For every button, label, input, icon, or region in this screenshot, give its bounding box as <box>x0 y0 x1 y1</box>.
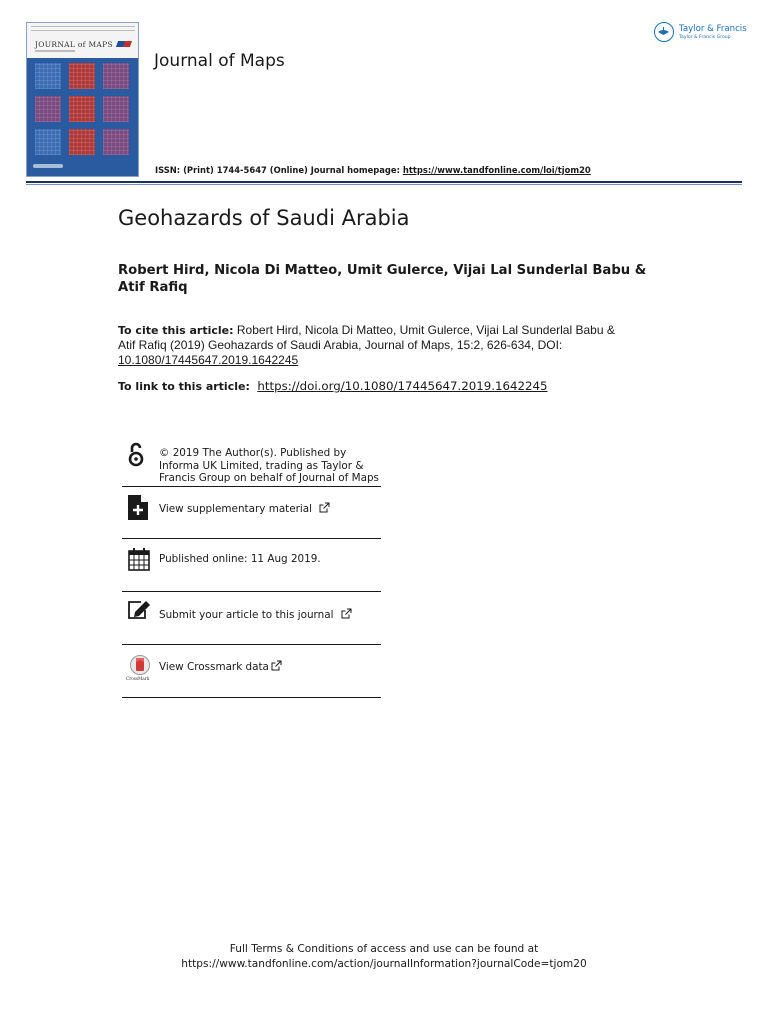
cover-subtitle-line <box>35 50 75 52</box>
cover-tile <box>69 129 95 155</box>
calendar-icon <box>128 548 150 571</box>
external-link-icon <box>341 608 352 619</box>
cover-tile <box>35 63 61 89</box>
cover-tile <box>103 129 129 155</box>
footer <box>0 942 768 972</box>
row-divider <box>122 486 381 487</box>
cover-publisher-logo <box>116 41 132 47</box>
license-row <box>122 440 381 488</box>
cover-tile <box>69 63 95 89</box>
cover-title: JOURNAL of MAPS <box>35 40 113 49</box>
crossmark-link[interactable] <box>159 660 282 674</box>
external-link-icon <box>319 502 330 513</box>
cover-tile <box>69 96 95 122</box>
external-link-icon <box>271 660 282 671</box>
cover-strip <box>31 26 135 31</box>
published-row <box>122 540 381 593</box>
published-date: Published online: 11 Aug 2019. <box>159 553 321 565</box>
supplementary-link[interactable] <box>159 502 330 516</box>
crossmark-row[interactable] <box>122 646 381 699</box>
cover-tile <box>35 96 61 122</box>
cover-tile <box>35 129 61 155</box>
supplementary-label: View supplementary material <box>159 503 313 515</box>
journal-title: Journal of Maps <box>154 51 285 71</box>
open-access-icon <box>127 442 145 468</box>
article-doi-link[interactable]: https://doi.org/10.1080/17445647.2019.1642245 <box>257 379 548 393</box>
article-title: Geohazards of Saudi Arabia <box>118 206 410 230</box>
citation-doi-link[interactable]: 10.1080/17445647.2019.1642245 <box>118 353 299 367</box>
crossmark-badge <box>127 655 153 683</box>
row-divider <box>122 644 381 645</box>
supplementary-row[interactable] <box>122 488 381 540</box>
row-divider <box>122 538 381 539</box>
footer-line-1: Full Terms & Conditions of access and use can be found at <box>229 943 539 955</box>
edit-icon <box>127 600 151 620</box>
crossmark-label: View Crossmark data <box>159 661 269 673</box>
article-link-line <box>118 379 548 393</box>
citation-text: Robert Hird, Nicola Di Matteo, Umit Gulerce, Vijai Lal Sunderlal Babu & Atif Rafiq (2019) Geohazards of Saudi Arabia, Journal of Maps, 15:2, 626-634, DOI: <box>118 323 615 352</box>
submit-link[interactable] <box>159 608 352 622</box>
row-divider <box>122 591 381 592</box>
add-file-icon <box>128 495 148 520</box>
citation-block <box>118 323 618 368</box>
cover-footer-logo <box>33 164 63 168</box>
crossmark-icon <box>127 655 153 675</box>
license-text: © 2019 The Author(s). Published by Informa UK Limited, trading as Taylor & Francis Group on behalf of Journal of Maps <box>159 447 379 484</box>
submit-label: Submit your article to this journal <box>159 609 334 621</box>
header-divider <box>26 181 742 183</box>
cover-tile <box>103 96 129 122</box>
publisher-subname: Taylor & Francis Group <box>679 35 731 40</box>
publisher-logo-icon <box>654 22 674 42</box>
header-divider-light <box>26 184 742 185</box>
row-divider <box>122 697 381 698</box>
publisher-name: Taylor & Francis <box>679 24 747 34</box>
cover-header <box>27 23 138 58</box>
citation-label: To cite this article: <box>118 324 234 337</box>
cover-tile <box>103 63 129 89</box>
article-link-label: To link to this article: <box>118 380 250 393</box>
journal-cover-image <box>26 22 139 177</box>
journal-homepage-link[interactable]: https://www.tandfonline.com/loi/tjom20 <box>402 165 591 175</box>
footer-terms-link[interactable]: https://www.tandfonline.com/action/journalInformation?journalCode=tjom20 <box>181 958 587 970</box>
submit-row[interactable] <box>122 593 381 646</box>
crossmark-badge-label: CrossMark <box>126 676 150 681</box>
issn-line <box>155 165 591 175</box>
issn-text: ISSN: (Print) 1744-5647 (Online) Journal homepage: <box>155 165 403 175</box>
article-authors: Robert Hird, Nicola Di Matteo, Umit Gulerce, Vijai Lal Sunderlal Babu & Atif Rafiq <box>118 263 647 295</box>
